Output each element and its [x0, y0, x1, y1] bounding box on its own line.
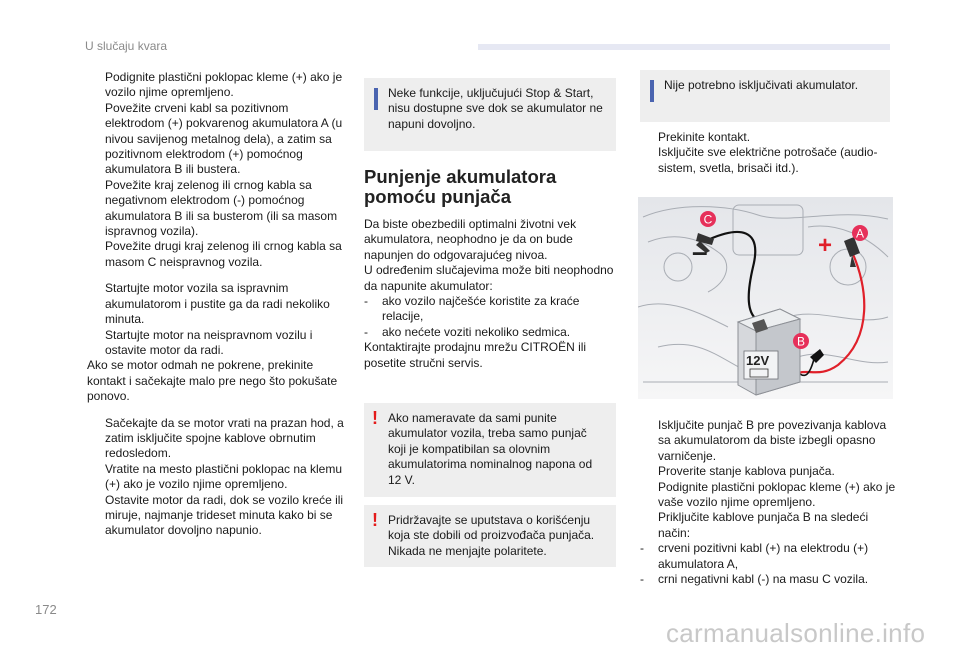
dash-icon: - — [364, 324, 368, 339]
item-text: Povežite kraj zelenog ili crnog kabla sa negativnom elektrodom (-) pomoćnog akumulatora B ili sa busterom (ili sa masom ispravnog vozila). — [105, 177, 338, 239]
dash-icon: - — [364, 294, 368, 309]
label-c: C — [703, 212, 713, 227]
warning-icon: ! — [372, 408, 378, 428]
column-3-bottom — [640, 418, 898, 587]
label-b: B — [796, 334, 806, 349]
item-text: Podignite plastični poklopac kleme (+) ako je vaše vozilo njime opremljeno. — [658, 479, 896, 510]
item-text: Priključite kablove punjača B na sledeći način: — [658, 510, 869, 540]
info-box-no-disconnect — [640, 70, 890, 122]
charger-voltage-label: 12V — [746, 353, 770, 368]
plus-sign: + — [818, 232, 833, 259]
paragraph — [364, 217, 616, 263]
warning-box-text: Ako nameravate da sami punite akumulator vozila, treba samo punjač koji je kompatibilan sa olovnim akumulatorima nominalnog napona od 12 V. — [388, 411, 593, 487]
dash-icon: - — [640, 572, 644, 587]
bullet-item — [87, 328, 345, 359]
bullet-item — [87, 416, 345, 462]
item-text: U određenim slučajevima može biti neophodno da napunite akumulator: — [364, 263, 614, 293]
info-box-text: Neke funkcije, uključujući Stop & Start, nisu dostupne sve dok se akumulator ne napuni dovoljno. — [388, 86, 603, 131]
info-icon — [650, 80, 654, 102]
dash-item — [364, 294, 616, 325]
item-text: crni negativni kabl (-) na masu C vozila. — [658, 572, 869, 587]
item-text: ako nećete voziti nekoliko sedmica. — [382, 324, 571, 339]
dash-item — [640, 541, 898, 572]
paragraph — [364, 263, 616, 294]
col1-group-3 — [87, 416, 345, 539]
label-a: A — [855, 226, 865, 241]
header-title: U slučaju kvara — [85, 39, 168, 53]
item-text: Da biste obezbedili optimalni životni vek akumulatora, neophodno je da on bude napunjen do odgovarajućeg nivoa. — [364, 217, 577, 262]
bullet-item — [640, 464, 898, 479]
item-text: Prekinite kontakt. — [658, 130, 751, 144]
column-3-top — [640, 130, 898, 176]
bullet-item — [640, 510, 898, 541]
warning-box-text: Pridržavajte se uputstava o korišćenju koja ste dobili od proizvođača punjača. Nikada ne menjajte polaritete. — [388, 513, 595, 558]
header-bar — [478, 44, 890, 50]
section-title-line-1: Punjenje akumulatora — [364, 166, 557, 187]
item-text: crveni pozitivni kabl (+) na elektrodu (+) akumulatora A, — [658, 541, 869, 571]
section-title-line-2: pomoću punjača — [364, 186, 511, 207]
column-2 — [364, 217, 616, 371]
item-text: Isključite sve električne potrošače (audio-sistem, svetla, brisači itd.). — [658, 145, 878, 175]
warning-box-charger — [364, 403, 616, 497]
section-title — [364, 167, 556, 207]
warning-icon: ! — [372, 510, 378, 530]
item-text: Podignite plastični poklopac kleme (+) ako je vozilo njime opremljeno. — [105, 70, 343, 100]
column-1 — [87, 70, 345, 539]
warning-box-polarity — [364, 505, 616, 567]
paragraph — [364, 340, 616, 371]
info-icon — [374, 88, 378, 110]
info-box-text: Nije potrebno isključivati akumulator. — [664, 78, 859, 92]
item-text: Sačekajte da se motor vrati na prazan hod, a zatim isključite spojne kablove obrnutim redosledom. — [105, 415, 344, 461]
item-text: Povežite crveni kabl sa pozitivnom elektrodom (+) pokvarenog akumulatora A (u nivou savijenog metalnog dela), a zatim sa pozitivnom elektrodom (+) pomoćnog akumulatora B ili bustera. — [105, 100, 343, 177]
item-text: Proverite stanje kablova punjača. — [658, 464, 835, 479]
charger-icon — [738, 309, 800, 395]
bullet-item — [87, 101, 345, 178]
bullet-item — [87, 493, 345, 539]
item-text: Ako se motor odmah ne pokrene, prekinite kontakt i sačekajte malo pre nego što pokušate ponovo. — [87, 358, 338, 404]
item-text: Startujte motor vozila sa ispravnim akumulatorom i pustite ga da radi nekoliko minuta. — [105, 281, 330, 327]
bullet-item — [87, 462, 345, 493]
bullet-item — [87, 70, 345, 101]
bullet-item — [640, 130, 898, 145]
watermark: carmanualsonline.info — [666, 618, 926, 648]
dash-item — [640, 572, 898, 587]
item-text: Startujte motor na neispravnom vozilu i ostavite motor da radi. — [105, 327, 313, 357]
minus-sign: – — [692, 236, 708, 267]
paragraph — [87, 358, 345, 404]
item-text: Vratite na mesto plastični poklopac na klemu (+) ako je vozilo njime opremljeno. — [105, 461, 343, 492]
bullet-item — [640, 418, 898, 464]
item-text: Povežite drugi kraj zelenog ili crnog kabla sa masom C neispravnog vozila. — [105, 239, 342, 269]
item-text: ako vozilo najčešće koristite za kraće relacije, — [382, 294, 580, 324]
bullet-item — [87, 239, 345, 270]
col1-group-2 — [87, 281, 345, 404]
item-text: Isključite punjač B pre povezivanja kablova sa akumulatorom da biste izbegli opasno varničenje. — [658, 418, 887, 463]
dash-icon: - — [640, 541, 644, 556]
info-box-stop-start — [364, 78, 616, 151]
item-text: Kontaktirajte prodajnu mrežu CITROËN ili posetite stručni servis. — [364, 340, 587, 370]
col1-group-1 — [87, 70, 345, 270]
page-number: 172 — [35, 602, 57, 617]
bullet-item — [87, 281, 345, 327]
bullet-item — [640, 480, 898, 511]
item-text: Ostavite motor da radi, dok se vozilo kreće ili miruje, najmanje trideset minuta kako bi se akumulator dovoljno napunio. — [105, 492, 344, 538]
dash-item — [364, 325, 616, 340]
bullet-item — [87, 178, 345, 240]
charger-illustration — [638, 197, 893, 399]
bullet-item — [640, 145, 898, 176]
